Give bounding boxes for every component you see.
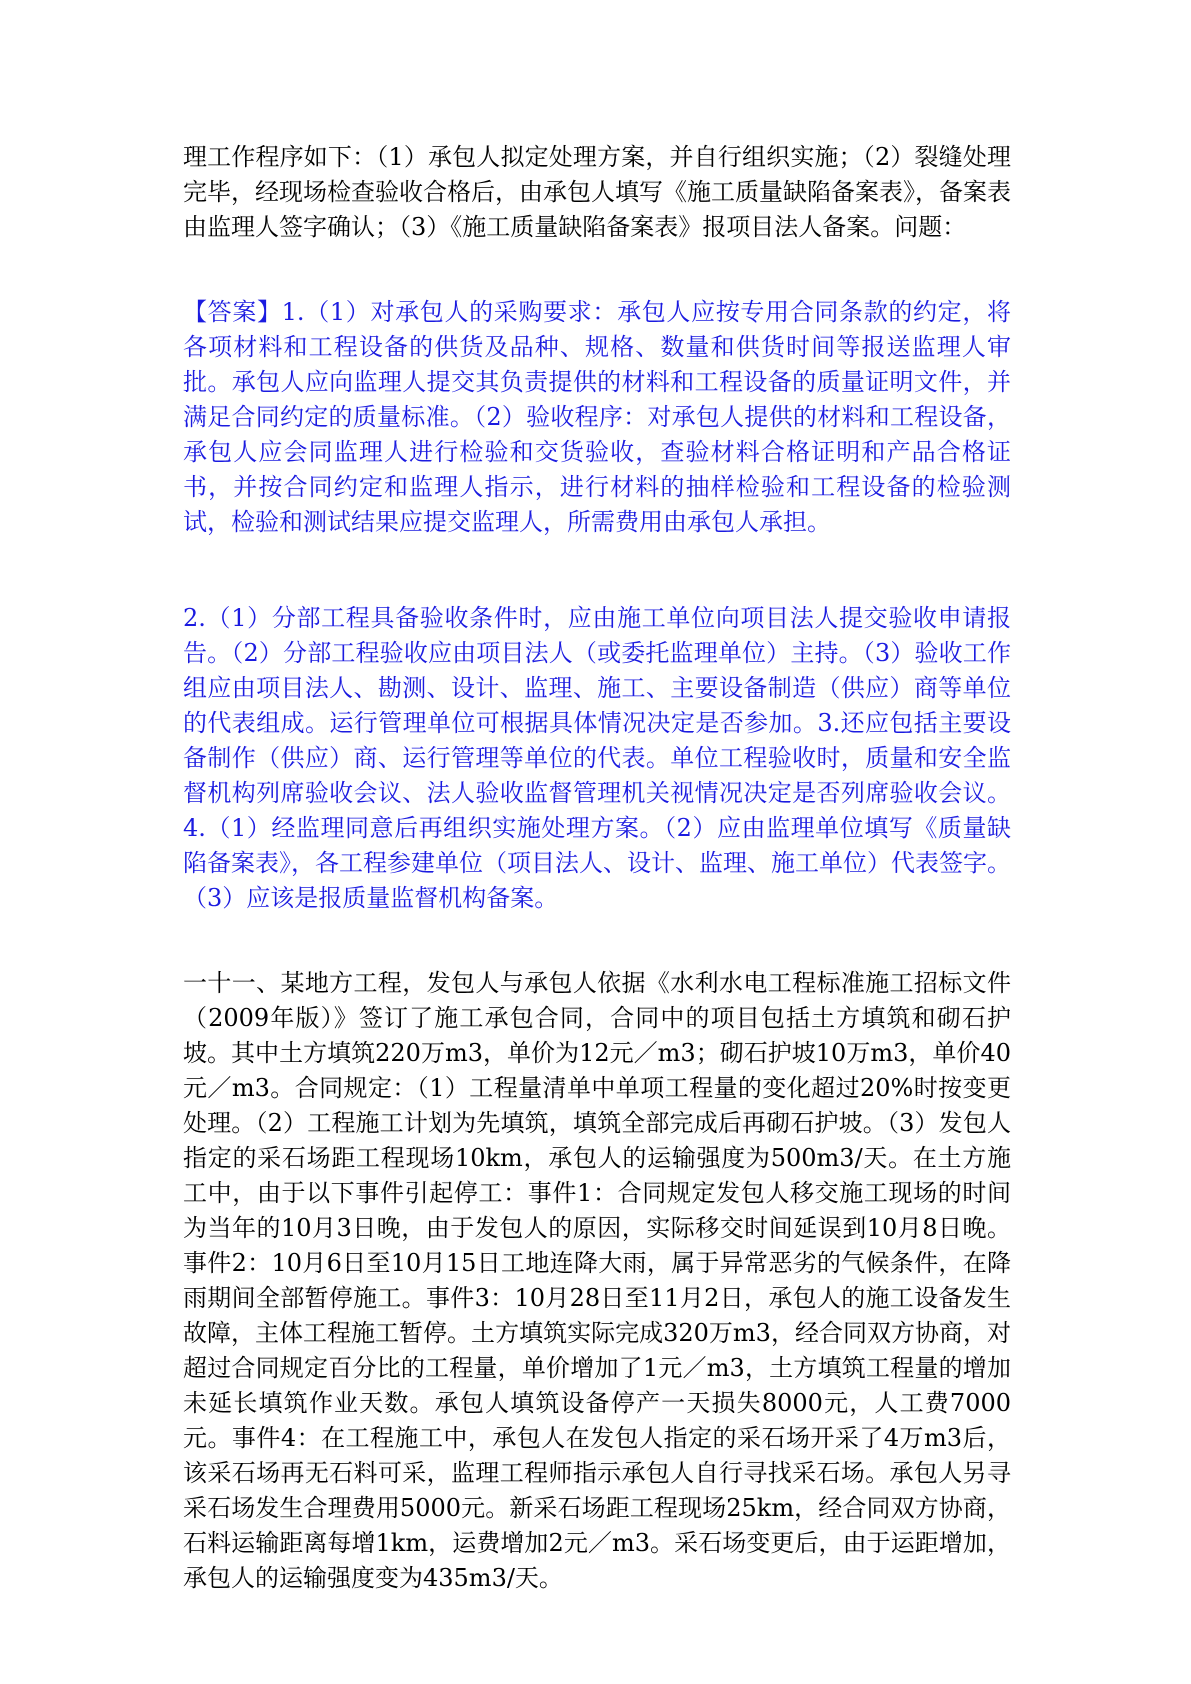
answer-paragraph <box>183 295 1011 540</box>
intro-paragraph: 理工作程序如下：（1）承包人拟定处理方案，并自行组织实施；（2）裂缝处理完毕，经现场检查验收合格后，由承包人填写《施工质量缺陷备案表》，备案表由监理人签字确认；（3）《施工质量缺陷备案表》报项目法人备案。问题： <box>183 143 1011 241</box>
answer-part-2-paragraph: 2.（1）分部工程具备验收条件时，应由施工单位向项目法人提交验收申请报告。（2）分部工程验收应由项目法人（或委托监理单位）主持。（3）验收工作组应由项目法人、勘测、设计、监理、施工、主要设备制造（供应）商等单位的代表组成。运行管理单位可根据具体情况决定是否参加。3.还应包括主要设备制作（供应）商、运行管理等单位的代表。单位工程验收时，质量和安全监督机构列席验收会议、法人验收监督管理机关视情况决定是否列席验收会议。4.（1）经监理同意后再组织实施处理方案。（2）应由监理单位填写《质量缺陷备案表》，各工程参建单位（项目法人、设计、监理、施工单位）代表签字。（3）应该是报质量监督机构备案。 <box>183 604 1011 912</box>
question-11-paragraph: 一十一、某地方工程，发包人与承包人依据《水利水电工程标准施工招标文件（2009年版）》签订了施工承包合同，合同中的项目包括土方填筑和砌石护坡。其中土方填筑220万m3，单价为12元／m3；砌石护坡10万m3，单价40元／m3。合同规定：（1）工程量清单中单项工程量的变化超过20%时按变更处理。（2）工程施工计划为先填筑，填筑全部完成后再砌石护坡。（3）发包人指定的采石场距工程现场10km，承包人的运输强度为500m3/天。在土方施工中，由于以下事件引起停工：事件1：合同规定发包人移交施工现场的时间为当年的10月3日晚，由于发包人的原因，实际移交时间延误到10月8日晚。事件2：10月6日至10月15日工地连降大雨，属于异常恶劣的气候条件，在降雨期间全部暂停施工。事件3：10月28日至11月2日，承包人的施工设备发生故障，主体工程施工暂停。土方填筑实际完成320万m3，经合同双方协商，对超过合同规定百分比的工程量，单价增加了1元／m3，土方填筑工程量的增加未延长填筑作业天数。承包人填筑设备停产一天损失8000元，人工费7000元。事件4：在工程施工中，承包人在发包人指定的采石场开采了4万m3后，该采石场再无石料可采，监理工程师指示承包人自行寻找采石场。承包人另寻采石场发生合理费用5000元。新采石场距工程现场25km，经合同双方协商，石料运输距离每增1km，运费增加2元／m3。采石场变更后，由于运距增加，承包人的运输强度变为435m3/天。 <box>183 969 1011 1592</box>
answer-label: 【答案】 <box>183 298 282 326</box>
answer-part-1-text: 1.（1）对承包人的采购要求：承包人应按专用合同条款的约定，将各项材料和工程设备的供货及品种、规格、数量和供货时间等报送监理人审批。承包人应向监理人提交其负责提供的材料和工程设备的质量证明文件，并满足合同约定的质量标准。（2）验收程序：对承包人提供的材料和工程设备，承包人应会同监理人进行检验和交货验收，查验材料合格证明和产品合格证书，并按合同约定和监理人指示，进行材料的抽样检验和工程设备的检验测试，检验和测试结果应提交监理人，所需费用由承包人承担。 <box>183 298 1012 536</box>
